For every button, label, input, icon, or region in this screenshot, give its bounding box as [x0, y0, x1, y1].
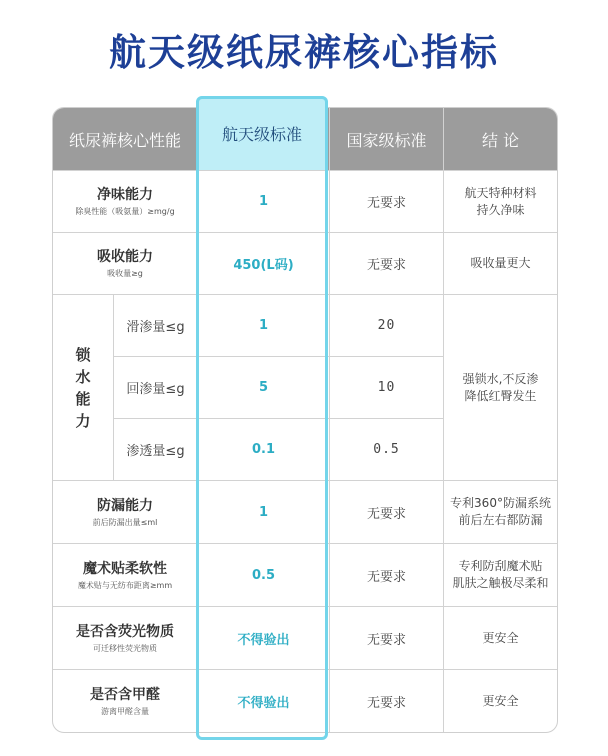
conclusion-line: 航天特种材料 [464, 185, 537, 200]
national-value: 无要求 [329, 480, 443, 543]
space-value-text: 1 [258, 318, 269, 333]
conclusion-cell [443, 543, 557, 606]
row-title: 魔术贴柔软性 [83, 560, 167, 577]
conclusion-line: 吸收量更大 [470, 256, 531, 270]
national-value: 无要求 [329, 669, 443, 732]
row-subtitle: 除臭性能（吸氨量）≥mg/g [75, 207, 175, 216]
page-title: 航天级纸尿裤核心指标 [109, 31, 499, 74]
row-subtitle: 魔术贴与无纺布距离≥mm [77, 580, 173, 590]
conclusion-line: 前后左右都防漏 [458, 513, 543, 527]
conclusion-line: 更安全 [482, 630, 519, 645]
space-value-text: 0.1 [251, 442, 276, 457]
lock-sub-label: 回渗量≤g [113, 356, 197, 418]
national-value: 无要求 [329, 606, 443, 669]
national-value: 无要求 [329, 232, 443, 294]
space-value-text: 5 [258, 380, 269, 395]
row-title: 吸收能力 [97, 249, 153, 265]
conclusion-line: 专利防刮魔术贴 [458, 559, 543, 573]
space-value [197, 480, 329, 543]
row-label-formaldehyde [53, 669, 197, 732]
conclusion-line: 专利360°防漏系统 [450, 496, 551, 510]
comparison-table [52, 107, 558, 733]
space-value-text: 450(L码) [233, 258, 294, 273]
row-subtitle: 前后防漏出量≤ml [92, 517, 158, 527]
lock-char: 水 [75, 367, 91, 386]
row-title: 净味能力 [97, 187, 153, 203]
row-label-leak [53, 480, 197, 543]
header-national: 国家级标准 [329, 108, 443, 170]
space-value [197, 418, 329, 480]
space-value [197, 606, 329, 669]
national-value: 0.5 [329, 418, 443, 480]
row-title: 是否含荧光物质 [76, 623, 174, 640]
national-value: 10 [329, 356, 443, 418]
conclusion-cell [443, 170, 557, 232]
row-subtitle: 可迁移性荧光物质 [93, 643, 157, 653]
row-title: 防漏能力 [97, 497, 153, 514]
conclusion-cell [443, 606, 557, 669]
space-value [197, 543, 329, 606]
header-performance: 纸尿裤核心性能 [53, 108, 197, 170]
row-label-deodor [53, 170, 197, 232]
lock-char: 能 [75, 389, 91, 408]
row-label-fluorescent [53, 606, 197, 669]
lock-char: 锁 [75, 345, 91, 364]
conclusion-cell [443, 480, 557, 543]
national-value: 无要求 [329, 543, 443, 606]
header-conclusion: 结 论 [443, 108, 557, 170]
lock-sub-label: 滑渗量≤g [113, 294, 197, 356]
conclusion-line: 降低红臀发生 [464, 388, 537, 403]
conclusion-cell [443, 232, 557, 294]
space-value [197, 356, 329, 418]
space-value-text: 0.5 [251, 567, 276, 583]
space-value [197, 232, 329, 294]
national-value: 无要求 [329, 170, 443, 232]
row-title: 是否含甲醛 [90, 686, 160, 703]
space-value-text: 不得验出 [237, 632, 290, 648]
space-value-text: 1 [258, 194, 269, 209]
row-subtitle: 吸收量≥g [107, 269, 143, 278]
row-label-absorb [53, 232, 197, 294]
space-value [197, 669, 329, 732]
conclusion-cell [443, 669, 557, 732]
conclusion-line: 更安全 [482, 693, 519, 708]
national-value: 20 [329, 294, 443, 356]
space-value [197, 170, 329, 232]
row-label-velcro [53, 543, 197, 606]
lock-sub-label: 渗透量≤g [113, 418, 197, 480]
header-space: 航天级标准 [196, 96, 328, 170]
lock-group-label [53, 294, 113, 480]
space-value-text: 不得验出 [237, 695, 290, 711]
lock-conclusion [443, 294, 557, 480]
lock-char: 力 [75, 411, 91, 430]
space-value [197, 294, 329, 356]
conclusion-line: 强锁水,不反渗 [462, 371, 539, 386]
space-value-text: 1 [258, 504, 269, 520]
conclusion-line: 持久净味 [476, 202, 525, 217]
conclusion-line: 肌肤之触极尽柔和 [452, 576, 549, 590]
row-subtitle: 游离甲醛含量 [101, 706, 149, 716]
